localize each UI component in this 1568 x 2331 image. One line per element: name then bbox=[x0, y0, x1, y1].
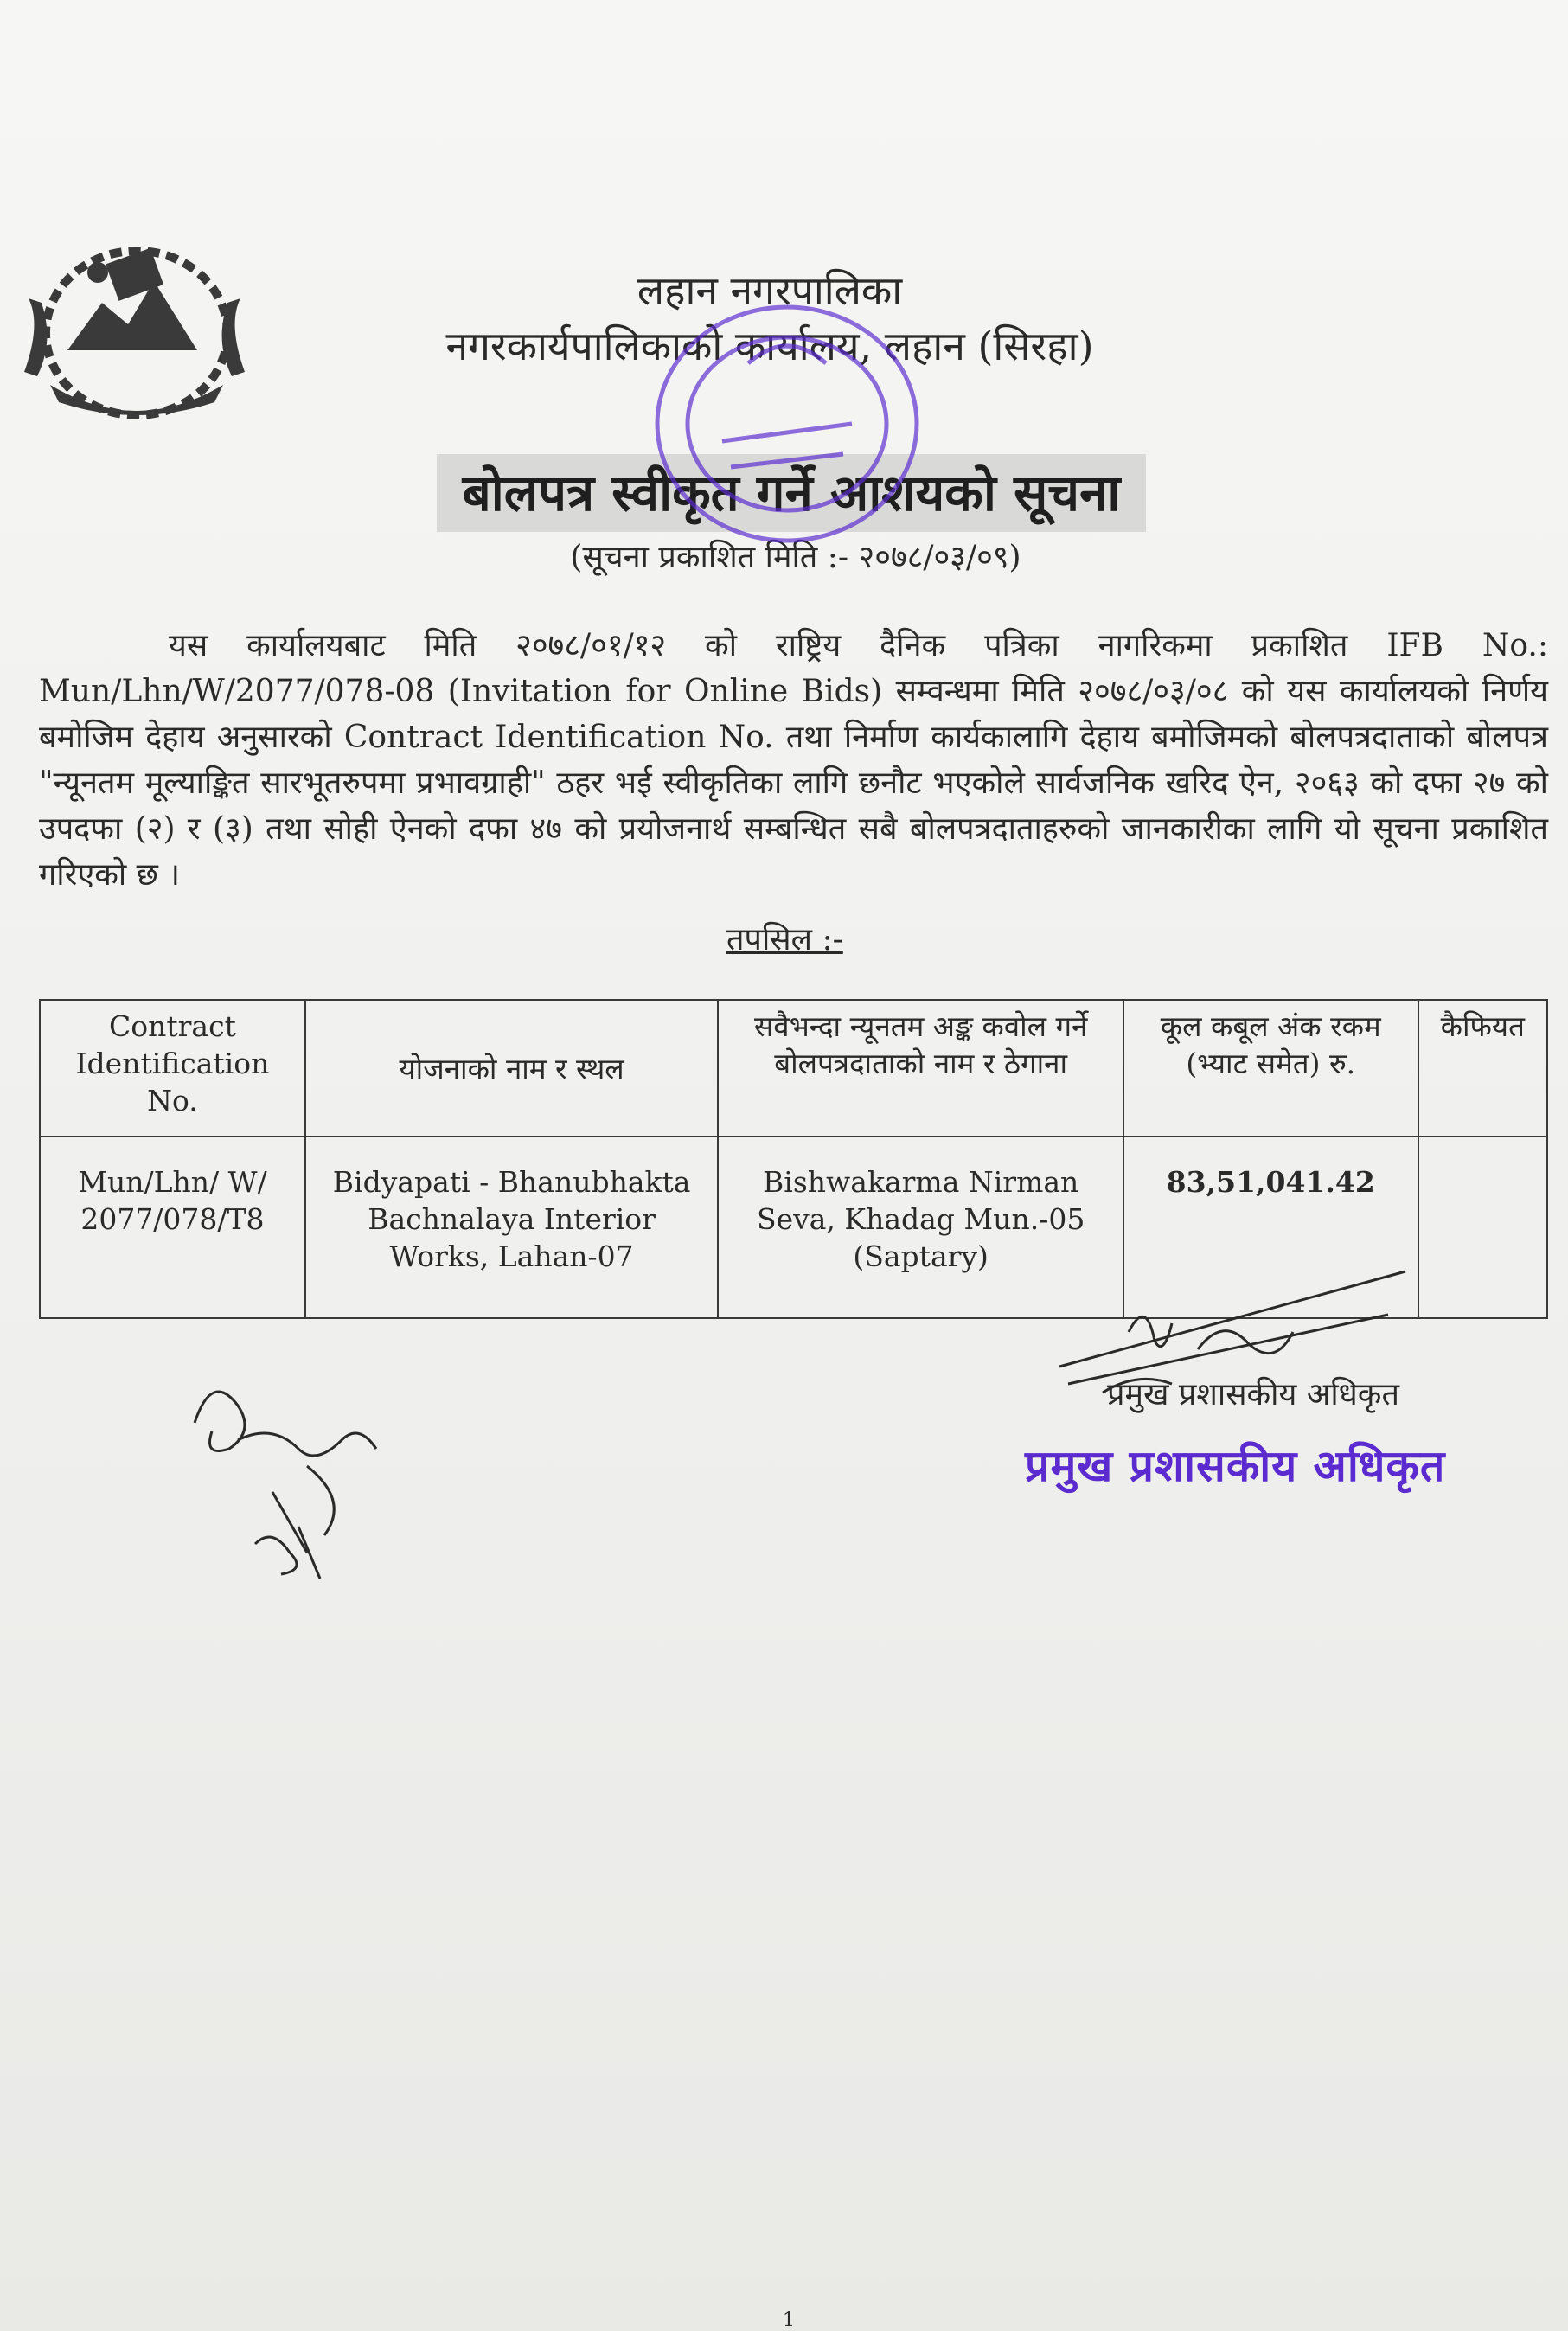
notice-title: बोलपत्र स्वीकृत गर्ने आशयको सूचना bbox=[462, 464, 1121, 522]
officer-title: प्रमुख प्रशासकीय अधिकृत bbox=[1107, 1377, 1399, 1412]
table-header-row bbox=[40, 1000, 1547, 1137]
cell-bidder: Bishwakarma Nirman Seva, Khadag Mun.-05 (Saptary) bbox=[718, 1137, 1123, 1318]
header-project: योजनाको नाम र स्थल bbox=[305, 1000, 718, 1137]
office-seal-stamp bbox=[644, 294, 930, 554]
details-label: तपसिल :- bbox=[726, 922, 843, 957]
header-contract-no: Contract Identification No. bbox=[40, 1000, 305, 1137]
page-number: 1 bbox=[783, 2309, 795, 2331]
header-amount: कूल कबूल अंक रकम (भ्याट समेत) रु. bbox=[1123, 1000, 1418, 1137]
cell-project: Bidyapati - Bhanubhakta Bachnalaya Interior Works, Lahan-07 bbox=[305, 1137, 718, 1318]
office-name: नगरकार्यपालिकाको कार्यालय, लहान (सिरहा) bbox=[445, 323, 1094, 369]
left-signature bbox=[177, 1371, 402, 1596]
officer-stamp: प्रमुख प्रशासकीय अधिकृत bbox=[1025, 1440, 1446, 1491]
cell-remarks bbox=[1418, 1137, 1548, 1318]
cell-amount: 83,51,041.42 bbox=[1123, 1137, 1418, 1318]
header-remarks: कैफियत bbox=[1418, 1000, 1548, 1137]
notice-body: यस कार्यालयबाट मिति २०७८/०१/१२ को राष्ट्रिय दैनिक पत्रिका नागरिकमा प्रकाशित IFB No.: Mun/Lhn/W/2077/078-08 (Invitation for Online Bids) सम्वन्धमा मिति २०७८/०३/०८ को यस कार्यालयको निर्णय बमोजिम देहाय अनुसारको Contract Identification No. तथा निर्माण कार्यकालागि देहाय बमोजिमको बोलपत्रदाताको बोलपत्र "न्यूनतम मूल्याङ्कित सारभूतरुपमा प्रभावग्राही" ठहर भई स्वीकृतिका लागि छनौट भएकोले सार्वजनिक खरिद ऐन, २०६३ को दफा २७ को उपदफा (२) र (३) तथा सोही ऐनको दफा ४७ को प्रयोजनार्थ सम्बन्धित सबै बोलपत्रदाताहरुको जानकारीका लागि यो सूचना प्रकाशित गरिएको छ । bbox=[39, 628, 1548, 893]
municipality-name: लहान नगरपालिका bbox=[637, 267, 903, 314]
header-bidder: सवैभन्दा न्यूनतम अङ्क कवोल गर्ने बोलपत्रदाताको नाम र ठेगाना bbox=[718, 1000, 1123, 1137]
nepal-emblem-icon bbox=[16, 221, 253, 437]
published-date: (सूचना प्रकाशित मिति :- २०७८/०३/०९) bbox=[570, 540, 1021, 575]
cell-contract-no: Mun/Lhn/ W/ 2077/078/T8 bbox=[40, 1137, 305, 1318]
